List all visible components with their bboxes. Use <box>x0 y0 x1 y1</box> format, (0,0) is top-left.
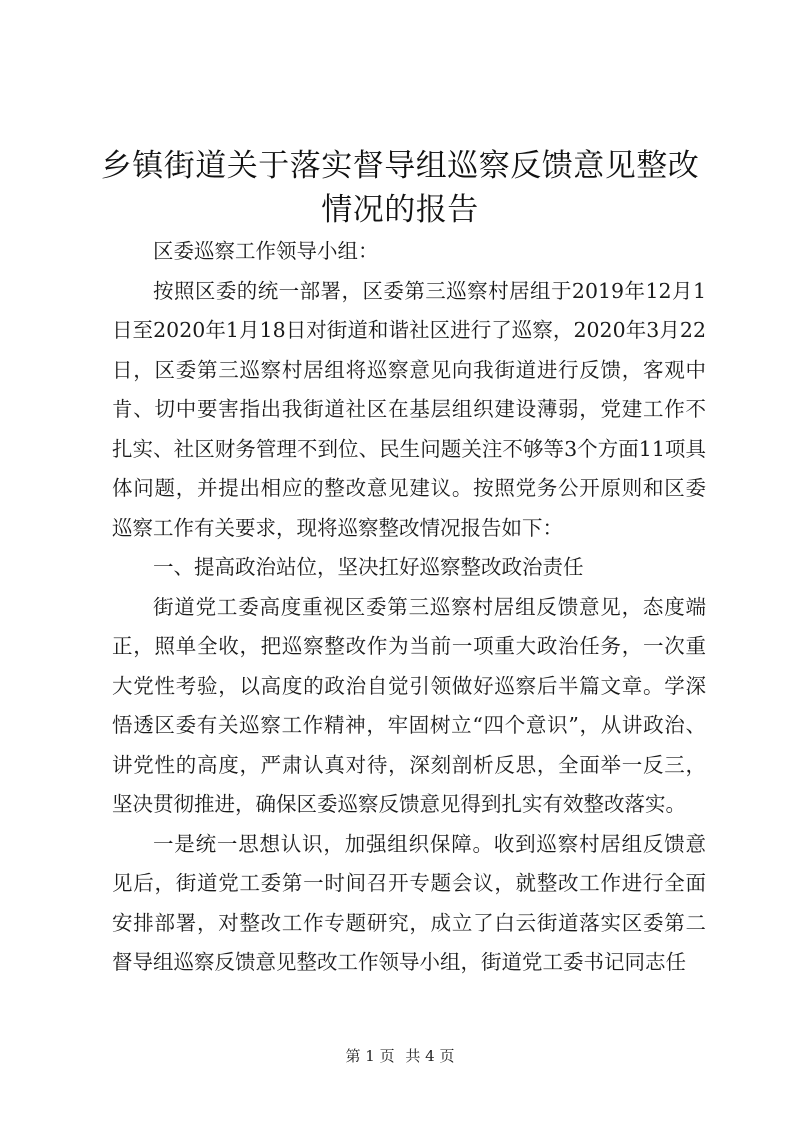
paragraph-section-1: 街道党工委高度重视区委第三巡察村居组反馈意见，态度端正，照单全收，把巡察整改作为当前一项重大政治任务，一次重大党性考验，以高度的政治自觉引领做好巡察后半篇文章。学深悟透区委有关巡察工作精神，牢固树立“四个意识”，从讲政治、讲党性的高度，严肃认真对待，深刻剖析反思，全面举一反三，坚决贯彻推进，确保区委巡察反馈意见得到扎实有效整改落实。 <box>112 594 706 816</box>
page-number: 第 1 页 <box>345 1047 395 1065</box>
paragraph-point-1: 一是统一思想认识，加强组织保障。收到巡察村居组反馈意见后，街道党工委第一时间召开专题会议，就整改工作进行全面安排部署，对整改工作专题研究，成立了白云街道落实区委第二督导组巡察反馈意见整改工作领导小组，街道党工委书记同志任 <box>112 831 706 974</box>
page-footer <box>0 1046 800 1066</box>
section-heading-1: 一、提高政治站位，坚决扛好巡察整改政治责任 <box>153 555 584 579</box>
page-total: 共 4 页 <box>405 1047 455 1065</box>
salutation: 区委巡察工作领导小组： <box>153 239 379 263</box>
document-title: 乡镇街道关于落实督导组巡察反馈意见整改情况的报告 <box>100 148 700 228</box>
paragraph-intro: 按照区委的统一部署，区委第三巡察村居组于2019年12月1日至2020年1月18日对街道和谐社区进行了巡察，2020年3月22日，区委第三巡察村居组将巡察意见向我街道进行反馈，客观中肯、切中要害指出我街道社区在基层组织建设薄弱，党建工作不扎实、社区财务管理不到位、民生问题关注不够等3个方面11项具体问题，并提出相应的整改意见建议。按照党务公开原则和区委巡察工作有关要求，现将巡察整改情况报告如下： <box>112 278 706 540</box>
document-body <box>112 232 706 983</box>
